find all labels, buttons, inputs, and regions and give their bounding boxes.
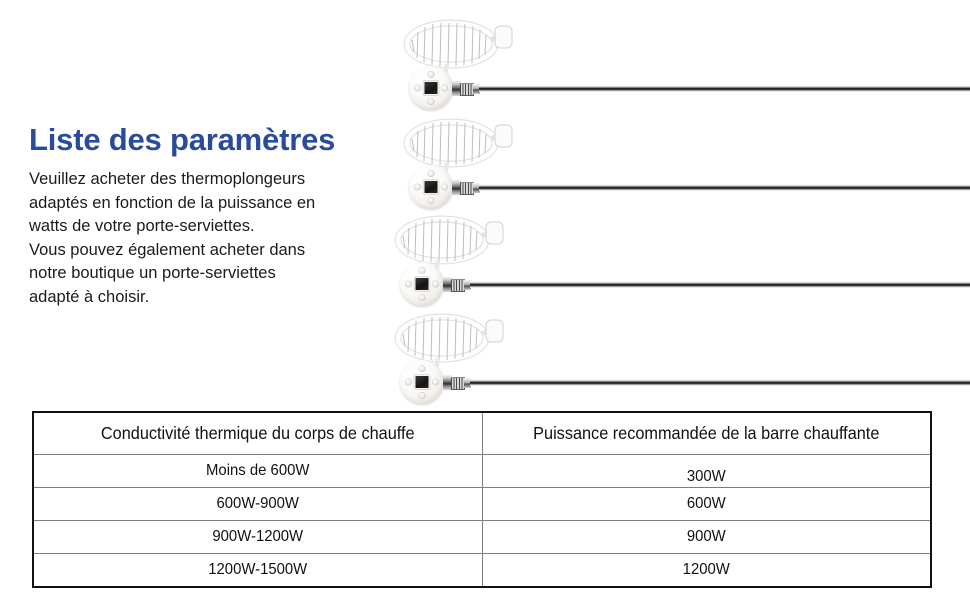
cell-conductivity: 1200W-1500W [49, 554, 467, 588]
column-header-power: Puissance recommandée de la barre chauffante [498, 412, 916, 455]
mode-button-icon [419, 294, 426, 301]
table-row [33, 455, 931, 488]
thread-icon [460, 83, 474, 96]
lcd-display-icon [424, 81, 439, 95]
minus-button-icon [414, 184, 421, 191]
column-header-conductivity: Conductivité thermique du corps de chauffe [49, 412, 467, 455]
coiled-cable-icon [394, 210, 504, 268]
specification-table [32, 411, 932, 588]
lcd-display-icon [415, 375, 430, 389]
description-line-3: watts de votre porte-serviettes. [29, 217, 255, 235]
power-button-icon [428, 170, 435, 177]
minus-button-icon [414, 85, 421, 92]
lcd-display-icon [415, 277, 430, 291]
cell-power: 600W [498, 488, 916, 521]
table-header-row [33, 412, 931, 455]
mode-button-icon [428, 98, 435, 105]
lcd-display-icon [424, 180, 439, 194]
heating-rod [470, 281, 970, 288]
cell-conductivity: 900W-1200W [49, 521, 467, 554]
table-row [33, 521, 931, 554]
plus-button-icon [432, 379, 439, 386]
minus-button-icon [405, 379, 412, 386]
coiled-cable-icon [403, 14, 513, 72]
thread-icon [460, 182, 474, 195]
table-row [33, 488, 931, 521]
description-line-5: notre boutique un porte-serviettes [29, 264, 276, 282]
mode-button-icon [428, 197, 435, 204]
power-button-icon [419, 365, 426, 372]
thermostat-head [400, 262, 444, 306]
description-line-1: Veuillez acheter des thermoplongeurs [29, 170, 306, 188]
power-button-icon [428, 71, 435, 78]
cell-power: 300W [498, 455, 916, 488]
thermostat-head [409, 165, 453, 209]
minus-button-icon [405, 281, 412, 288]
thread-icon [451, 279, 465, 292]
cell-conductivity: 600W-900W [49, 488, 467, 521]
thermostat-head [409, 66, 453, 110]
heating-rod [479, 184, 970, 191]
table-row [33, 554, 931, 588]
description-line-2: adaptés en fonction de la puissance en [29, 193, 316, 212]
plus-button-icon [432, 281, 439, 288]
plus-button-icon [441, 85, 448, 92]
heating-rod [479, 85, 970, 92]
heating-rod [470, 379, 970, 386]
mode-button-icon [419, 392, 426, 399]
cell-power: 900W [498, 521, 916, 554]
coiled-cable-icon [403, 113, 513, 171]
coiled-cable-icon [394, 308, 504, 366]
description-block [29, 168, 389, 309]
description-line-6: adapté à choisir. [29, 287, 150, 306]
page-title: Liste des paramètres [29, 122, 336, 157]
description-line-4: Vous pouvez également acheter dans [29, 240, 306, 259]
power-button-icon [419, 267, 426, 274]
thermostat-head [400, 360, 444, 404]
cell-conductivity: Moins de 600W [49, 455, 467, 488]
plus-button-icon [441, 184, 448, 191]
cell-power: 1200W [498, 554, 916, 588]
thread-icon [451, 377, 465, 390]
